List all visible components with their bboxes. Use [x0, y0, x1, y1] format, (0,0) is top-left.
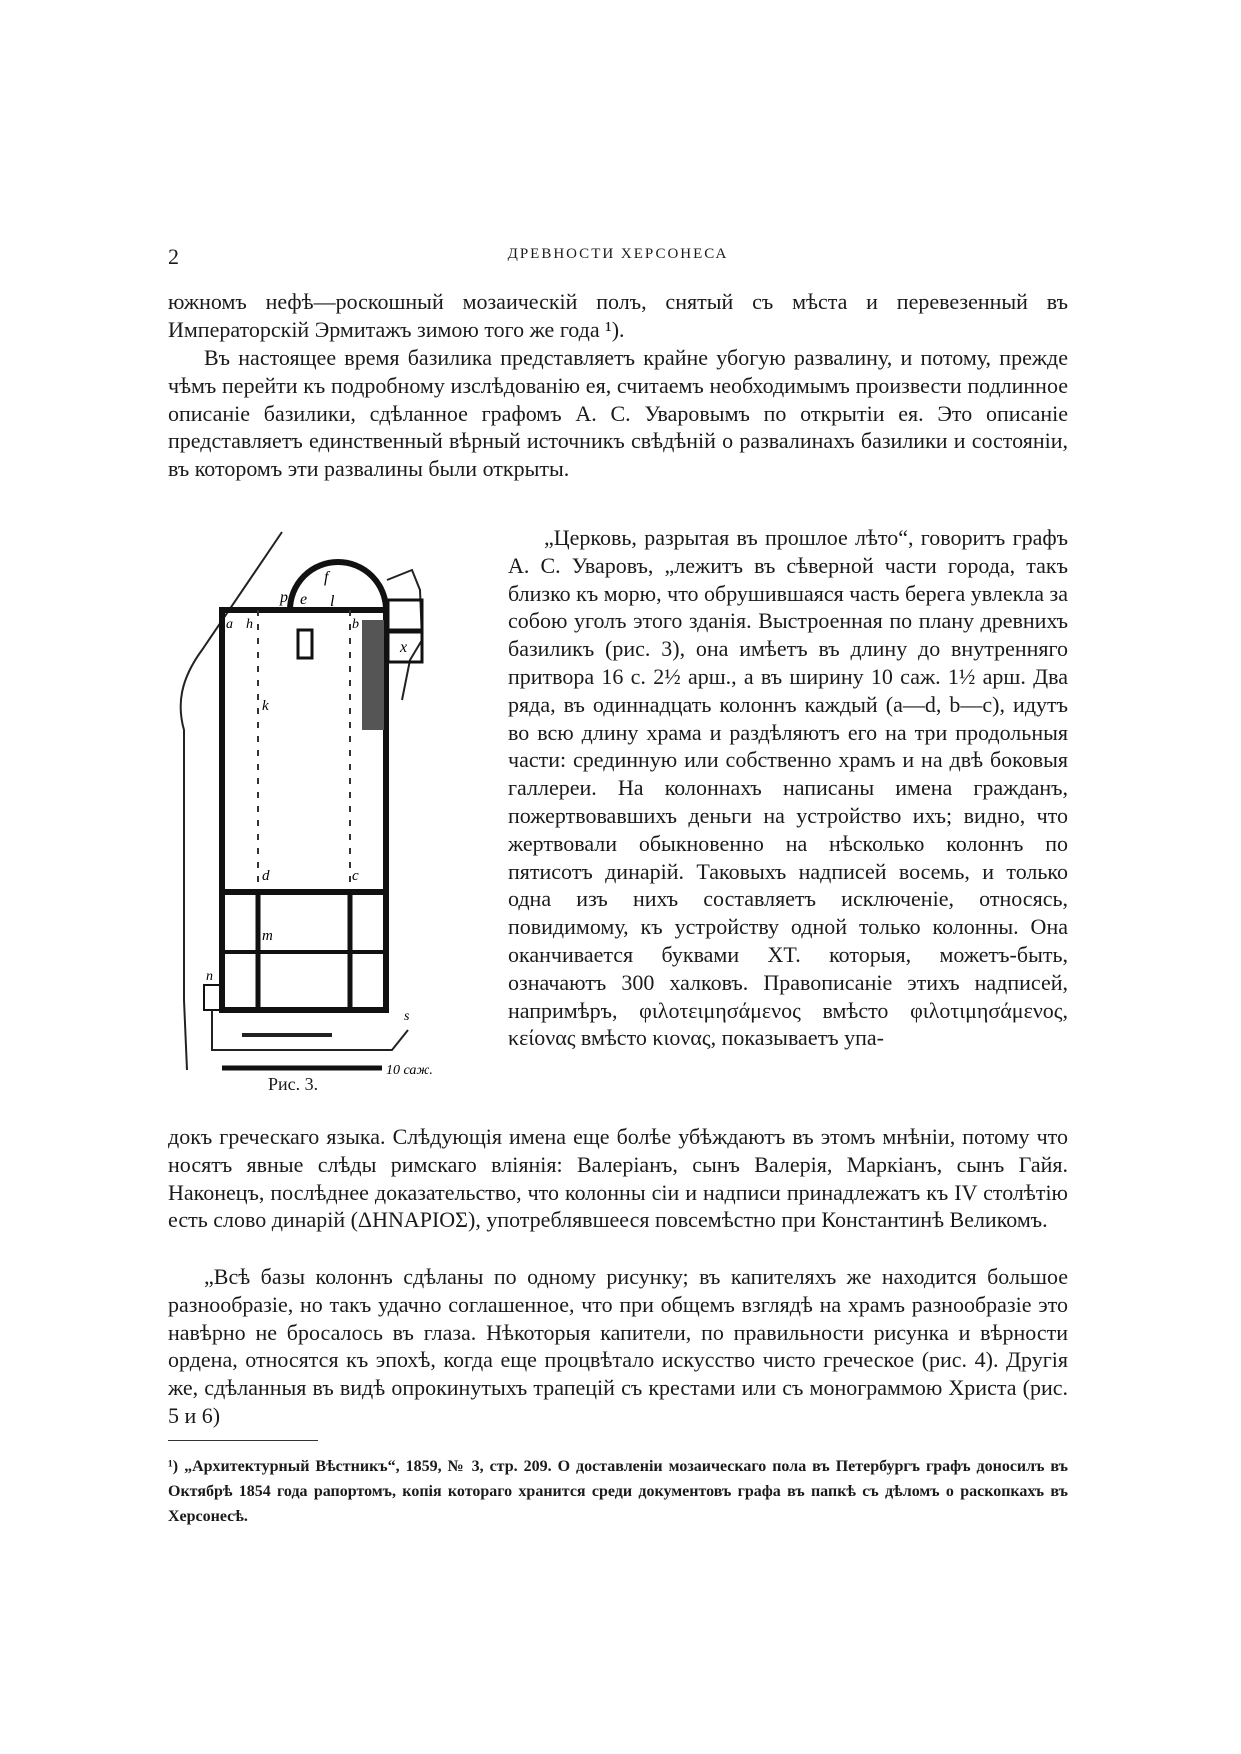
plan-label-p: p	[280, 589, 288, 606]
plan-label-n: n	[206, 969, 213, 984]
running-title: ДРЕВНОСТИ ХЕРСОНЕСА	[507, 246, 729, 262]
basilica-plan-drawing	[172, 530, 492, 1100]
footnote: ¹) „Архитектурный Вѣстникъ“, 1859, № 3, стр. 209. О доставленіи мозаическаго пола въ Петербургъ графъ доносилъ въ Октябрѣ 1854 года рапортомъ, копія котораго хранится среди документовъ графа въ папкѣ съ дѣломъ о раскопкахъ въ Херсонесѣ.	[168, 1458, 1068, 1525]
plan-label-l: l	[330, 593, 335, 610]
plan-label-f: f	[324, 569, 329, 586]
plan-label-x: x	[400, 639, 408, 656]
paragraph-column-bases: „Всѣ базы колоннъ сдѣланы по одному рисунку; въ капителяхъ же находится большое разнообразіе, но такъ удачно соглашенное, что при общемъ взглядѣ на храмъ разнообразіе это навѣрно не бросалось въ глаза. Нѣкоторыя капители, по правильности рисунка и вѣрности ордена, относятся къ эпохѣ, когда еще процвѣтало искусство чисто греческое (рис. 4). Другія же, сдѣланныя въ видѣ опрокинутыхъ трапецій съ крестами или съ монограммою Христа (рис. 5 и 6)	[168, 1264, 1068, 1428]
paragraph-basilica-state: Въ настоящее время базилика представляетъ крайне убогую развалину, и потому, прежде чѣмъ перейти къ подробному изслѣдованію ея, считаемъ необходимымъ произвести подлинное описаніе базилики, сдѣланное графомъ А. С. Уваровымъ по открытіи ея. Это описаніе представляетъ единственный вѣрный источникъ свѣдѣній о развалинахъ базилики и состояніи, въ которомъ эти развалины были открыты.	[168, 345, 1068, 482]
plan-label-e: e	[300, 591, 308, 608]
scale-label: 10 саж.	[386, 1063, 433, 1078]
plan-label-c: c	[352, 868, 359, 884]
plan-label-k: k	[262, 698, 269, 714]
figure-caption: Рис. 3.	[268, 1074, 319, 1094]
plan-label-b: b	[352, 617, 359, 632]
plan-label-h: h	[246, 617, 253, 632]
plan-label-a: a	[226, 617, 233, 632]
paragraph-intro: южномъ нефѣ—роскошный мозаическій полъ, снятый съ мѣста и перевезенный въ Императорскій Эрмитажъ зимою того же года ¹).	[168, 289, 1068, 342]
page-number: 2	[168, 244, 179, 269]
page-header	[168, 244, 1068, 274]
plan-label-s: s	[404, 1009, 410, 1024]
footnote-divider	[168, 1440, 318, 1441]
plan-label-m: m	[262, 928, 273, 944]
plan-label-d: d	[262, 868, 270, 884]
paragraph-uvarov-quote: „Церковь, разрытая въ прошлое лѣто“, говоритъ графъ А. С. Уваровъ, „лежитъ въ сѣверной части города, такъ близко къ морю, что обрушившаяся часть берега увлекла за собою уголъ этого зданія. Выстроенная по плану древнихъ базиликъ (рис. 3), она имѣетъ въ длину до внутренняго притвора 16 с. 2½ арш., а въ ширину 10 саж. 1½ арш. Два ряда, въ одиннадцать колоннъ каждый (a—d, b—c), идутъ во всю длину храма и раздѣляютъ его на три продольныя части: срединную или собственно храмъ и на двѣ боковыя галлереи. На колоннахъ написаны имена гражданъ, пожертвовавшихъ деньги на устройство ихъ; видно, что жертвовали обыкновенно на нѣсколько колоннъ по пятисотъ динарій. Таковыхъ надписей восемь, и только одна изъ нихъ составляетъ исключеніе, относясь, повидимому, къ устройству одной только колонны. Она оканчивается буквами ΧΤ. которыя, можетъ-быть, означаютъ 300 халковъ. Правописаніе этихъ надписей, напримѣръ, φιλοτειμησάμενος вмѣсто φιλοτιμησάμενος, κείονας вмѣсто κιονας, показываетъ упа-	[508, 525, 1068, 1051]
paragraph-uvarov-quote-continued: докъ греческаго языка. Слѣдующія имена еще болѣе убѣждаютъ въ этомъ мнѣніи, потому что носятъ явные слѣды римскаго вліянія: Валеріанъ, сынъ Валерія, Маркіанъ, сынъ Гайя. Наконецъ, послѣднее доказательство, что колонны сіи и надписи принадлежатъ къ IV столѣтію есть слово динарій (ΔΗΝΑΡΙΟΣ), употреблявшееся повсемѣстно при Константинѣ Великомъ.	[168, 1124, 1068, 1233]
basilica-plan-figure	[172, 530, 492, 1100]
